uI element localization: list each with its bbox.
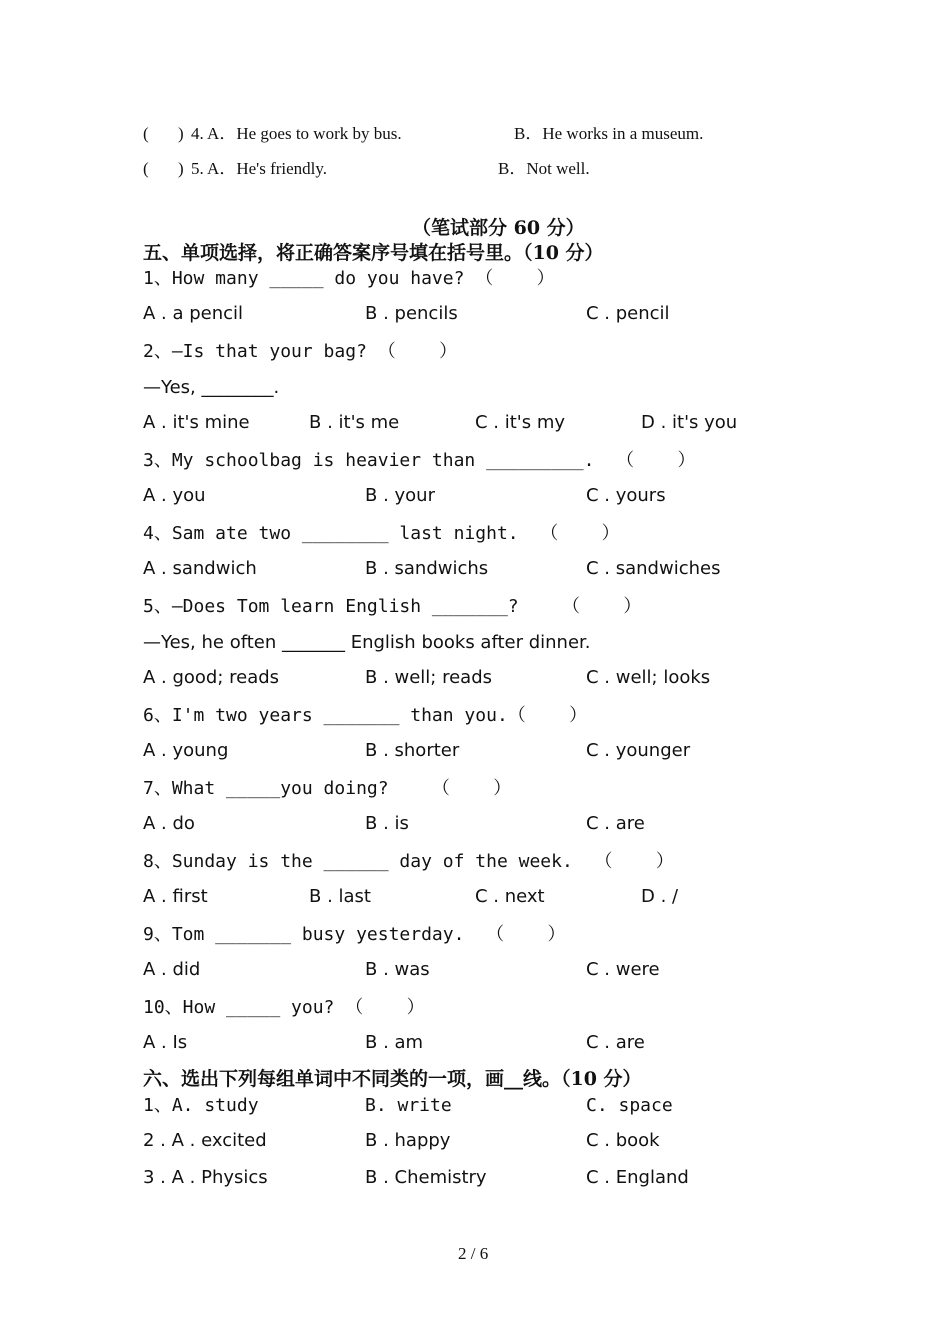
question-8-option-b: B . last	[309, 886, 371, 907]
question-9-option-b: B . was	[365, 959, 430, 980]
question-5-option-c: C . well; looks	[586, 667, 711, 688]
section-5-title: 五、单项选择，将正确答案序号填在括号里。（10 分）	[143, 242, 604, 264]
page-number: 2 / 6	[458, 1244, 489, 1263]
question-1-option-b: B . pencils	[365, 303, 458, 324]
question-2-option-c: C . it's my	[475, 412, 566, 433]
question-1-option-c: C . pencil	[586, 303, 670, 324]
listening-q5-option-a: 5. A．He's friendly.	[191, 159, 328, 178]
group-1-option-b: B. write	[365, 1095, 452, 1116]
question-6-option-b: B . shorter	[365, 740, 460, 761]
question-4-stem: 4、Sam ate two ________ last night. （ ）	[143, 523, 620, 544]
question-3-option-b: B . your	[365, 485, 435, 506]
question-6-option-a: A . young	[143, 740, 229, 761]
question-5-option-b: B . well; reads	[365, 667, 493, 688]
listening-q5-option-b: B．Not well.	[498, 159, 590, 178]
question-7-option-c: C . are	[586, 813, 645, 834]
question-2-option-b: B . it's me	[309, 412, 400, 433]
listening-q4-option-b: B．He works in a museum.	[514, 124, 704, 143]
question-3-option-a: A . you	[143, 485, 206, 506]
group-1-option-a: 1、A. study	[143, 1095, 259, 1116]
question-2-option-a: A . it's mine	[143, 412, 250, 433]
question-4-option-b: B . sandwichs	[365, 558, 489, 579]
group-3-option-c: C . England	[586, 1167, 689, 1188]
question-10-option-c: C . are	[586, 1032, 645, 1053]
answer-paren-close: )	[178, 124, 184, 143]
answer-paren-close: )	[178, 159, 184, 178]
group-3-option-a: 3 . A . Physics	[143, 1167, 268, 1188]
group-1-option-c: C. space	[586, 1095, 673, 1116]
question-3-stem: 3、My schoolbag is heavier than _________. （ ）	[143, 450, 696, 471]
question-5-stem: 5、—Does Tom learn English _______? （ ）	[143, 596, 642, 617]
question-2-stem: 2、—Is that your bag? （ ）	[143, 341, 458, 362]
group-2-option-c: C . book	[586, 1130, 660, 1151]
question-3-option-c: C . yours	[586, 485, 666, 506]
question-9-option-c: C . were	[586, 959, 660, 980]
answer-paren-open: (	[143, 124, 149, 143]
question-9-stem: 9、Tom _______ busy yesterday. （ ）	[143, 924, 566, 945]
question-10-stem: 10、How _____ you? （ ）	[143, 997, 425, 1018]
question-7-option-b: B . is	[365, 813, 409, 834]
question-7-option-a: A . do	[143, 813, 195, 834]
question-1-stem: 1、How many _____ do you have? （ ）	[143, 268, 555, 289]
question-4-option-c: C . sandwiches	[586, 558, 721, 579]
question-8-stem: 8、Sunday is the ______ day of the week. （ ）	[143, 851, 674, 872]
group-3-option-b: B . Chemistry	[365, 1167, 487, 1188]
written-part-header: （笔试部分 60 分）	[412, 217, 585, 239]
question-6-option-c: C . younger	[586, 740, 691, 761]
group-2-option-b: B . happy	[365, 1130, 451, 1151]
group-2-option-a: 2 . A . excited	[143, 1130, 267, 1151]
question-5-reply: —Yes, he often _______ English books after dinner.	[143, 632, 591, 653]
question-2-reply: —Yes, ________.	[143, 377, 280, 398]
question-7-stem: 7、What _____you doing? （ ）	[143, 778, 512, 799]
question-4-option-a: A . sandwich	[143, 558, 257, 579]
section-6-title: 六、选出下列每组单词中不同类的一项，画__线。（10 分）	[143, 1068, 642, 1090]
question-5-option-a: A . good; reads	[143, 667, 280, 688]
question-8-option-c: C . next	[475, 886, 545, 907]
listening-q4-option-a: 4. A．He goes to work by bus.	[191, 124, 402, 143]
question-9-option-a: A . did	[143, 959, 201, 980]
question-8-option-a: A . first	[143, 886, 208, 907]
question-2-option-d: D . it's you	[641, 412, 738, 433]
question-1-option-a: A . a pencil	[143, 303, 244, 324]
question-6-stem: 6、I'm two years _______ than you.（ ）	[143, 705, 588, 726]
question-10-option-b: B . am	[365, 1032, 424, 1053]
question-8-option-d: D . /	[641, 886, 679, 907]
answer-paren-open: (	[143, 159, 149, 178]
question-10-option-a: A . Is	[143, 1032, 188, 1053]
